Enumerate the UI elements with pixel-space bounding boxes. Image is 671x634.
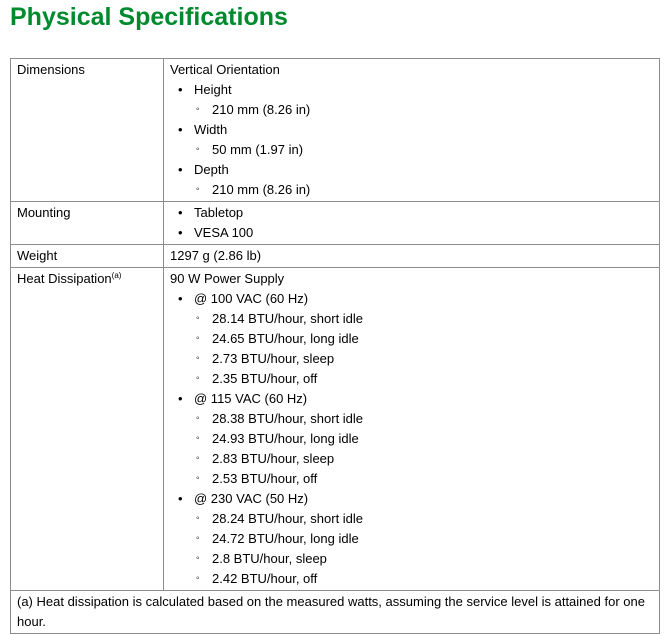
weight-value: 1297 g (2.86 lb) [164,245,660,268]
voltage-label: @ 115 VAC (60 Hz) [194,391,308,406]
circle-bullet-icon: ◦ [196,513,200,524]
bullet-icon: • [178,82,183,97]
circle-bullet-icon: ◦ [196,573,200,584]
voltage-100 [170,289,653,389]
bullet-icon: • [178,225,183,240]
dimension-height [170,80,653,120]
mounting-item: • Tabletop [170,203,653,223]
circle-bullet-icon: ◦ [196,353,200,364]
footnote-marker: (a) [111,271,122,280]
circle-bullet-icon: ◦ [196,473,200,484]
weight-row [11,245,660,268]
btu-value: ◦ 2.83 BTU/hour, sleep [194,449,653,469]
circle-bullet-icon: ◦ [196,104,200,115]
heat-dissipation-label: Heat Dissipation [17,271,112,286]
dimensions-list [170,80,653,200]
dimension-depth-value: ◦ 210 mm (8.26 in) [194,180,653,200]
heat-dissipation-value [164,268,660,591]
btu-value: ◦ 2.35 BTU/hour, off [194,369,653,389]
voltage-label: @ 230 VAC (50 Hz) [194,491,309,506]
circle-bullet-icon: ◦ [196,144,200,155]
bullet-icon: • [178,122,183,137]
power-supply-intro: 90 W Power Supply [170,271,285,286]
circle-bullet-icon: ◦ [196,553,200,564]
mounting-item: • VESA 100 [170,223,653,243]
btu-value: ◦ 24.65 BTU/hour, long idle [194,329,653,349]
dimensions-intro: Vertical Orientation [170,62,280,77]
bullet-icon: • [178,205,183,220]
voltage-115 [170,389,653,489]
btu-value: ◦ 2.53 BTU/hour, off [194,469,653,489]
circle-bullet-icon: ◦ [196,333,200,344]
circle-bullet-icon: ◦ [196,533,200,544]
bullet-icon: • [178,291,183,306]
btu-value: ◦ 2.42 BTU/hour, off [194,569,653,589]
circle-bullet-icon: ◦ [196,433,200,444]
footnote-text: (a) Heat dissipation is calculated based on the measured watts, assuming the service level is attained for one hour. [11,591,660,634]
circle-bullet-icon: ◦ [196,413,200,424]
dimension-height-value: ◦ 210 mm (8.26 in) [194,100,653,120]
voltage-list [170,289,653,589]
btu-value: ◦ 28.14 BTU/hour, short idle [194,309,653,329]
dimensions-value [164,59,660,202]
circle-bullet-icon: ◦ [196,373,200,384]
mounting-row [11,202,660,245]
dimension-height-label: Height [194,82,232,97]
heat-dissipation-label-cell [11,268,164,591]
heat-dissipation-row [11,268,660,591]
dimensions-row [11,59,660,202]
voltage-230 [170,489,653,589]
mounting-list [170,203,653,243]
bullet-icon: • [178,162,183,177]
dimension-depth-label: Depth [194,162,229,177]
footnote-row [11,591,660,634]
mounting-value [164,202,660,245]
btu-value: ◦ 24.93 BTU/hour, long idle [194,429,653,449]
weight-label: Weight [11,245,164,268]
circle-bullet-icon: ◦ [196,184,200,195]
circle-bullet-icon: ◦ [196,453,200,464]
dimension-width [170,120,653,160]
mounting-label: Mounting [11,202,164,245]
circle-bullet-icon: ◦ [196,313,200,324]
voltage-label: @ 100 VAC (60 Hz) [194,291,309,306]
dimension-depth [170,160,653,200]
bullet-icon: • [178,391,183,406]
btu-value: ◦ 2.73 BTU/hour, sleep [194,349,653,369]
btu-value: ◦ 24.72 BTU/hour, long idle [194,529,653,549]
btu-value: ◦ 2.8 BTU/hour, sleep [194,549,653,569]
bullet-icon: • [178,491,183,506]
dimension-width-label: Width [194,122,228,137]
dimension-width-value: ◦ 50 mm (1.97 in) [194,140,653,160]
physical-specs-table [10,58,660,634]
dimensions-label: Dimensions [11,59,164,202]
btu-value: ◦ 28.24 BTU/hour, short idle [194,509,653,529]
page-title: Physical Specifications [10,3,288,31]
btu-value: ◦ 28.38 BTU/hour, short idle [194,409,653,429]
